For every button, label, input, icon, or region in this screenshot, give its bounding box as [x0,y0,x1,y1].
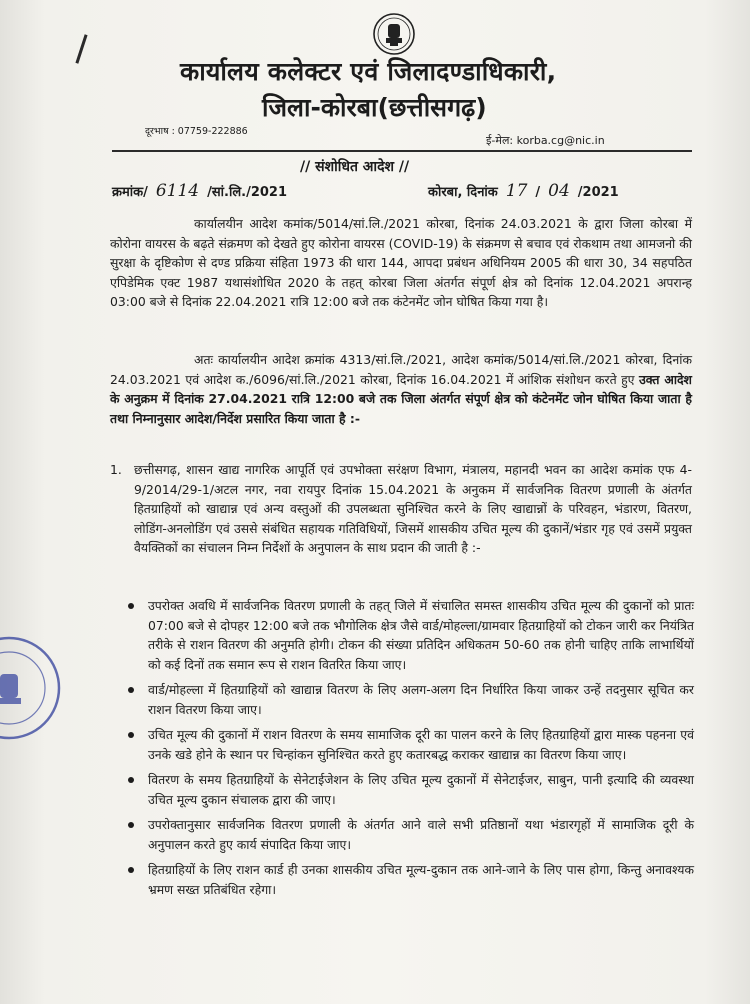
order-heading: // संशोधित आदेश // [300,159,410,175]
ref-suffix: /सां.लि./2021 [207,185,288,200]
list-item [128,770,694,809]
place-date-label: कोरबा, दिनांक [428,185,498,200]
paragraph-1: कार्यालयीन आदेश कमांक/5014/सां.लि./2021 कोरबा, दिनांक 24.03.2021 के द्वारा जिला कोरबा में कोरोना वायरस के बढ़ते संक्रमण को देखते हुए कोरोना वायरस (COVID-19) के संक्रमण से बचाव एवं रोकथाम तथा आमजनो की सुरक्षा के दृष्टिकोण से दण्ड प्रक्रिया संहिता 1973 की धारा 144, आपदा प्रबंधन अधिनियम 2005 की धारा 30, 34 सहपठित एपिडेमिक एक्ट 1987 यथासंशोधित 2020 के तहत् कोरबा जिला अंतर्गत संपूर्ण क्षेत्र को दिनांक 12.04.2021 अपरान्ह 03:00 बजे से दिनांक 22.04.2021 रात्रि 12:00 बजे तक कंटेनमेंट जोन घोषित किया गया है। [110,216,692,309]
list-item [128,596,694,674]
list-item-text: हितग्राहियों के लिए राशन कार्ड ही उनका शासकीय उचित मूल्य-दुकान तक आने-जाने के लिए पास होगा, किन्तु अनावश्यक भ्रमण सख्त प्रतिबंधित रहेगा। [148,862,694,897]
bullet-icon [128,822,134,828]
list-item [128,815,694,854]
bullet-icon [128,732,134,738]
point-1-text: छत्तीसगढ़, शासन खाद्य नागरिक आपूर्ति एवं उपभोक्ता सरंक्षण विभाग, मंत्रालय, महानदी भवन का आदेश कमांक एफ 4-9/2014/29-1/अटल नगर, नवा रायपुर दिनांक 15.04.2021 के अनुकम में सार्वजनिक वितरण प्रणाली के अंतर्गत हितग्राहियों को खाद्यान्न एवं अन्य वस्तुओं की उपलब्धता सुनिश्चित करने के लिए खाद्यान्नों के परिवहन, भंडारण, वितरण, लोडिंग-अनलोडिंग एवं उससे संबंधित सहायक गतिविधियों, जिसमें शासकीय उचित मूल्य की दुकानें/भंडार गृह एवं उसमें प्रयुक्त वैयक्तिकों का संचालन निम्न निर्देशों के अनुपालन के साथ प्रदान की जाती है :- [134,462,692,555]
date-month-handwritten: 04 [548,181,570,201]
paragraph-2-bold: उक्त आदेश के अनुक्रम में दिनांक 27.04.2021 रात्रि 12:00 बजे तक जिला अंतर्गत संपूर्ण क्षेत्र को कंटेनमेंट जोन घोषित किया जाता है तथा निम्नानुसार आदेश/निर्देश प्रसारित किया जाता है :- [110,371,692,426]
date-year: /2021 [577,185,619,200]
order-reference [112,181,287,201]
list-item-text: वार्ड/मोहल्ला में हितग्राहियों को खाद्यान्न वितरण के लिए अलग-अलग दिन निर्धारित किया जाकर उन्हें तदनुसार सूचित कर राशन वितरण किया जाए। [148,682,694,717]
handwritten-margin-mark [75,34,87,63]
list-item-text: उपरोक्तानुसार सार्वजनिक वितरण प्रणाली के अंतर्गत आने वाले सभी प्रतिष्ठानों यथा भंडारगृहों में सामाजिक दूरी के अनुपालन करते हुए कार्य संपादित किया जाए। [148,817,694,852]
state-emblem-icon [372,12,416,56]
bullet-icon [128,687,134,693]
bullet-icon [128,603,134,609]
letterhead-divider [112,150,692,152]
list-item-text: वितरण के समय हितग्राहियों के सेनेटाईजेशन के लिए उचित मूल्य दुकानों में सेनेटाईजर, साबुन, पानी इत्यादि की व्यवस्था उचित मूल्य दुकान संचालक द्वारा की जाए। [148,772,694,807]
office-title: कार्यालय कलेक्टर एवं जिलादण्डाधिकारी, [180,57,557,86]
bullet-icon [128,777,134,783]
ref-label: क्रमांक/ [112,185,148,200]
list-item-text: उपरोक्त अवधि में सार्वजनिक वितरण प्रणाली के तहत् जिले में संचालित समस्त शासकीय उचित मूल्य की दुकानों को प्रातः 07:00 बजे से दोपहर 12:00 बजे तक भौगोलिक क्षेत्र जैसे वार्ड/मोहल्ला/ग्रामवार हितग्राहियों को टोकन जारी कर नियंत्रित तरीके से राशन वितरण की अनुमति होगी। टोकन की संख्या प्रतिदिन अधिकतम 50-60 तक होनी चाहिए ताकि लाभार्थियों को कई दिनों तक समान रूप से राशन वितरित किया जाए। [148,598,694,672]
list-item [128,680,694,719]
list-item-text: उचित मूल्य की दुकानों में राशन वितरण के समय सामाजिक दूरी का पालन करने के लिए हितग्राहियों द्वारा मास्क पहनना एवं उनके खडे होने के स्थान पर चिन्हांकन सुनिश्चित करते हुए कतारबद्ध कराकर खाद्यान्न का वितरण किया जाए। [148,727,694,762]
point-1-number: 1. [110,462,122,477]
paragraph-2-text: अतः कार्यालयीन आदेश क्रमांक 4313/सां.लि./2021, आदेश कमांक/5014/सां.लि./2021 कोरबा, दिनांक 24.03.2021 एवं आदेश क./6096/सां.लि./2021 कोरबा, दिनांक 16.04.2021 में आंशिक संशोधन करते हुए [110,352,692,387]
bullet-icon [128,867,134,873]
phone-number: दूरभाष : 07759-222886 [145,126,248,137]
email-address: ई-मेल: korba.cg@nic.in [486,134,605,147]
list-item [128,860,694,899]
date-day-handwritten: 17 [505,181,528,201]
office-seal-stamp [0,618,64,758]
ref-number-handwritten: 6114 [155,181,200,201]
point-1 [110,460,692,558]
bullet-list [128,596,694,905]
paragraph-2 [110,350,692,428]
district-title: जिला-कोरबा(छत्तीसगढ़) [262,93,487,122]
list-item [128,725,694,764]
order-place-date: कोरबा, दिनांक 17 / 04 /2021 [428,181,619,201]
